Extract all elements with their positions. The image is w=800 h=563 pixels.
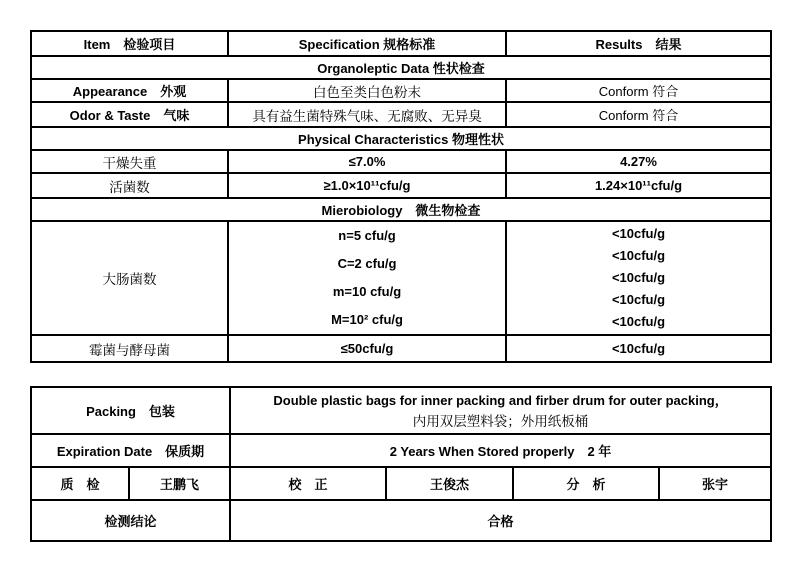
- section-organoleptic-row: [31, 56, 771, 79]
- item-loss-on-drying: 干燥失重: [31, 150, 228, 173]
- table-row-odor-taste: [31, 102, 771, 127]
- signature-row: [31, 467, 771, 500]
- coliform-result-line: <10cfu/g: [611, 314, 666, 329]
- coliform-result-line: <10cfu/g: [611, 292, 666, 307]
- coliform-spec-line: n=5 cfu/g: [338, 228, 396, 243]
- expiration-row: [31, 434, 771, 467]
- coliform-result-line: <10cfu/g: [611, 226, 666, 241]
- expiration-label: Expiration Date 保质期: [31, 434, 230, 467]
- table-row-viable-count: [31, 173, 771, 198]
- packing-row: [31, 387, 771, 434]
- packing-label: Packing 包装: [31, 387, 230, 434]
- coliform-result-lines: [511, 223, 766, 333]
- table-row-coliform: [31, 221, 771, 335]
- section-physical-title: Physical Characteristics 物理性状: [31, 127, 771, 150]
- spec-coliform: [228, 221, 506, 335]
- item-coliform: 大肠菌数: [31, 221, 228, 335]
- table-row-loss-on-drying: [31, 150, 771, 173]
- packing-value: [230, 387, 771, 434]
- analysis-name: 张宇: [659, 467, 771, 500]
- spec-viable-count: ≥1.0×10¹¹cfu/g: [228, 173, 506, 198]
- qc-name: 王鹏飞: [129, 467, 230, 500]
- item-viable-count: 活菌数: [31, 173, 228, 198]
- calibration-name: 王俊杰: [386, 467, 513, 500]
- item-appearance: Appearance 外观: [31, 79, 228, 102]
- conclusion-row: [31, 500, 771, 541]
- packing-line-cn: 内用双层塑料袋；外用纸板桶: [412, 413, 589, 429]
- col-header-specification: Specification 规格标准: [228, 31, 506, 56]
- coliform-spec-line: m=10 cfu/g: [332, 284, 402, 299]
- spec-appearance: 白色至类白色粉末: [228, 79, 506, 102]
- result-viable-count: 1.24×10¹¹cfu/g: [506, 173, 771, 198]
- coliform-spec-line: M=10² cfu/g: [331, 312, 403, 327]
- result-mold-yeast: <10cfu/g: [506, 335, 771, 362]
- packing-info-table: [30, 386, 772, 542]
- coliform-spec-line: C=2 cfu/g: [337, 256, 397, 271]
- conclusion-label: 检测结论: [31, 500, 230, 541]
- section-physical-row: [31, 127, 771, 150]
- spec-loss-on-drying: ≤7.0%: [228, 150, 506, 173]
- table-row-appearance: [31, 79, 771, 102]
- expiration-value: 2 Years When Stored properly 2 年: [230, 434, 771, 467]
- col-header-results: Results 结果: [506, 31, 771, 56]
- conclusion-value: 合格: [230, 500, 771, 541]
- section-microbiology-title: Mierobiology 微生物检查: [31, 198, 771, 221]
- result-appearance: Conform 符合: [506, 79, 771, 102]
- item-odor-taste: Odor & Taste 气味: [31, 102, 228, 127]
- spec-mold-yeast: ≤50cfu/g: [228, 335, 506, 362]
- result-coliform: [506, 221, 771, 335]
- coliform-spec-lines: [233, 222, 501, 334]
- analysis-label: 分 析: [513, 467, 659, 500]
- result-odor-taste: Conform 符合: [506, 102, 771, 127]
- calibration-label: 校 正: [230, 467, 386, 500]
- spec-odor-taste: 具有益生菌特殊气味、无腐败、无异臭: [228, 102, 506, 127]
- col-header-item: Item 检验项目: [31, 31, 228, 56]
- packing-line-en: Double plastic bags for inner packing and firber drum for outer packing，: [273, 392, 728, 408]
- coliform-result-line: <10cfu/g: [611, 270, 666, 285]
- section-organoleptic-title: Organoleptic Data 性状检查: [31, 56, 771, 79]
- table-row-mold-yeast: [31, 335, 771, 362]
- qc-label: 质 检: [31, 467, 129, 500]
- section-microbiology-row: [31, 198, 771, 221]
- result-loss-on-drying: 4.27%: [506, 150, 771, 173]
- coliform-result-line: <10cfu/g: [611, 248, 666, 263]
- header-row: [31, 31, 771, 56]
- item-mold-yeast: 霉菌与酵母菌: [31, 335, 228, 362]
- inspection-table: [30, 30, 772, 363]
